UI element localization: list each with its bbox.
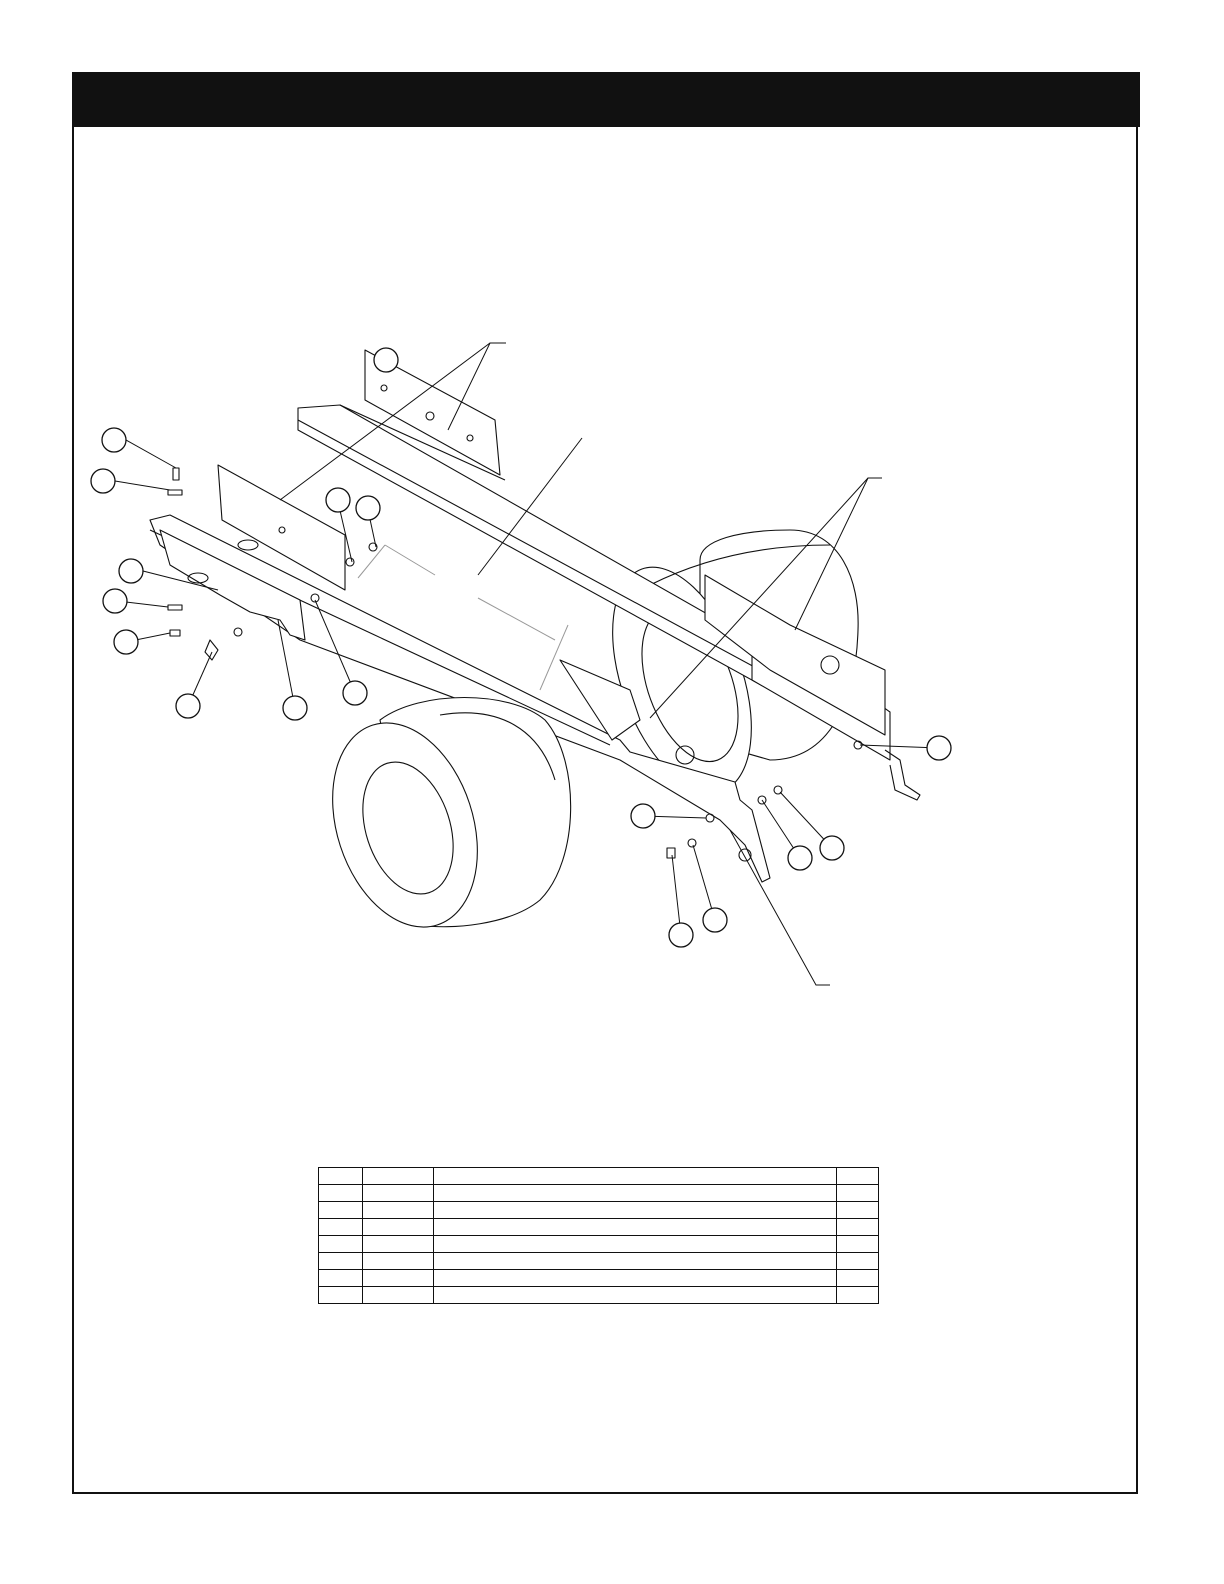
item-number-cell xyxy=(319,1270,363,1287)
description-cell xyxy=(433,1185,836,1202)
item-number-cell xyxy=(319,1202,363,1219)
quantity-cell xyxy=(837,1287,879,1304)
callout-bubble xyxy=(669,923,693,947)
callout-bubble xyxy=(176,694,200,718)
part-number-cell xyxy=(362,1168,433,1185)
part-number-cell xyxy=(362,1236,433,1253)
description-cell xyxy=(433,1287,836,1304)
item-number-cell xyxy=(319,1253,363,1270)
callout-bubble xyxy=(788,846,812,870)
callout-bubble xyxy=(102,428,126,452)
callout-bubble xyxy=(114,630,138,654)
table-row xyxy=(319,1270,879,1287)
part-number-cell xyxy=(362,1185,433,1202)
part-number-cell xyxy=(362,1202,433,1219)
callout-bubble xyxy=(631,804,655,828)
quantity-cell xyxy=(837,1270,879,1287)
quantity-cell xyxy=(837,1202,879,1219)
description-cell xyxy=(433,1219,836,1236)
table-row xyxy=(319,1219,879,1236)
quantity-cell xyxy=(837,1185,879,1202)
part-number-cell xyxy=(362,1287,433,1304)
part-number-cell xyxy=(362,1270,433,1287)
description-cell xyxy=(433,1202,836,1219)
table-row xyxy=(319,1253,879,1270)
description-cell xyxy=(433,1168,836,1185)
description-cell xyxy=(433,1236,836,1253)
parts-list-table xyxy=(318,1167,879,1304)
quantity-cell xyxy=(837,1253,879,1270)
part-number-cell xyxy=(362,1253,433,1270)
item-number-cell xyxy=(319,1185,363,1202)
quantity-cell xyxy=(837,1168,879,1185)
callout-bubble xyxy=(119,559,143,583)
item-number-cell xyxy=(319,1168,363,1185)
quantity-cell xyxy=(837,1219,879,1236)
callout-bubble xyxy=(356,496,380,520)
callout-bubble xyxy=(91,469,115,493)
quantity-cell xyxy=(837,1236,879,1253)
callout-bubble xyxy=(326,488,350,512)
callout-bubble xyxy=(703,908,727,932)
description-cell xyxy=(433,1253,836,1270)
table-row xyxy=(319,1185,879,1202)
item-number-cell xyxy=(319,1236,363,1253)
callout-bubble xyxy=(343,681,367,705)
table-row xyxy=(319,1168,879,1185)
item-number-cell xyxy=(319,1219,363,1236)
part-number-cell xyxy=(362,1219,433,1236)
callout-bubble xyxy=(820,836,844,860)
description-cell xyxy=(433,1270,836,1287)
front-wheel xyxy=(308,698,571,946)
callout-bubble xyxy=(103,589,127,613)
table-row xyxy=(319,1236,879,1253)
item-number-cell xyxy=(319,1287,363,1304)
callout-bubble xyxy=(283,696,307,720)
callout-bubble xyxy=(374,348,398,372)
callout-bubble xyxy=(927,736,951,760)
table-row xyxy=(319,1202,879,1219)
table-row xyxy=(319,1287,879,1304)
